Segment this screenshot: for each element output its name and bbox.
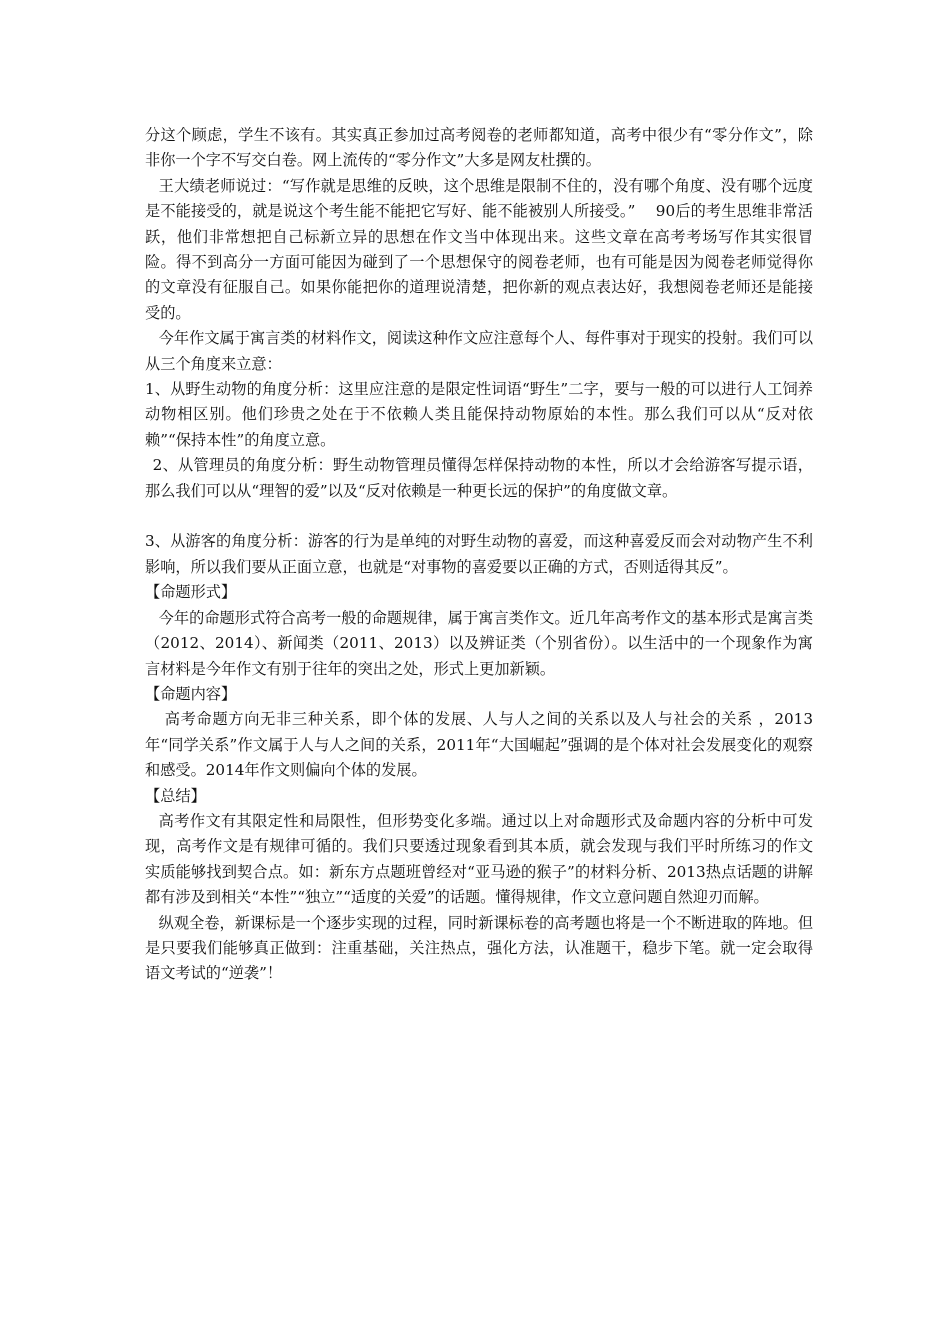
- document-body: [145, 123, 813, 987]
- paragraph-zero-score-essay: 分这个顾虑，学生不该有。其实真正参加过高考阅卷的老师都知道，高考中很少有“零分作文”，除非你一个字不写交白卷。网上流传的“零分作文”大多是网友杜撰的。: [145, 126, 813, 170]
- section-heading-form: 【命题形式】: [145, 583, 237, 602]
- paragraph-angle-tourists: 3、从游客的角度分析：游客的行为是单纯的对野生动物的喜爱，而这种喜爱反而会对动物产生不利影响，所以我们要从正面立意，也就是“对事物的喜爱要以正确的方式，否则适得其反”。: [145, 532, 813, 576]
- paragraph-angle-wild-animals: 1、从野生动物的角度分析：这里应注意的是限定性词语“野生”二字，要与一般的可以进行人工饲养动物相区别。他们珍贵之处在于不依赖人类且能保持动物原始的本性。那么我们可以从“反对依赖”“保持本性”的角度立意。: [145, 380, 813, 449]
- section-heading-content: 【命题内容】: [145, 684, 237, 703]
- section-heading-summary: 【总结】: [145, 786, 206, 805]
- paragraph-content: 高考命题方向无非三种关系，即个体的发展、人与人之间的关系以及人与社会的关系 ，2013年“同学关系”作文属于人与人之间的关系，2011年“大国崛起”强调的是个体对社会发展变化的观察和感受。2014年作文则偏向个体的发展。: [145, 710, 813, 780]
- paragraph-three-angles-intro: 今年作文属于寓言类的材料作文，阅读这种作文应注意每个人、每件事对于现实的投射。我们可以从三个角度来立意：: [145, 329, 813, 373]
- paragraph-summary: 高考作文有其限定性和局限性，但形势变化多端。通过以上对命题形式及命题内容的分析中可发现，高考作文是有规律可循的。我们只要透过现象看到其本质，就会发现与我们平时所练习的作文实质能够找到契合点。如：新东方点题班曾经对“亚马逊的猴子”的材料分析、2013热点话题的讲解都有涉及到相关“本性”“独立”“适度的关爱”的话题。懂得规律，作文立意问题自然迎刃而解。: [145, 811, 813, 907]
- paragraph-form: 今年的命题形式符合高考一般的命题规律，属于寓言类作文。近几年高考作文的基本形式是寓言类（2012、2014）、新闻类（2011、2013）以及辨证类（个别省份）。以生活中的一个现象作为寓言材料是今年作文有别于往年的突出之处，形式上更加新颖。: [145, 608, 813, 678]
- paragraph-angle-keeper: 2、从管理员的角度分析：野生动物管理员懂得怎样保持动物的本性，所以才会给游客写提示语，那么我们可以从“理智的爱”以及“反对依赖是一种更长远的保护”的角度做文章。: [145, 456, 813, 500]
- paragraph-conclusion: 纵观全卷，新课标是一个逐步实现的过程，同时新课标卷的高考题也将是一个不断进取的阵地。但是只要我们能够真正做到：注重基础，关注热点，强化方法，认准题干，稳步下笔。就一定会取得语文考试的“逆袭”！: [145, 913, 813, 983]
- paragraph-teacher-quote: 王大绩老师说过：“写作就是思维的反映，这个思维是限制不住的，没有哪个角度、没有哪个远度是不能接受的，就是说这个考生能不能把它写好、能不能被别人所接受。” 90后的考生思维非常活跃，他们非常想把自己标新立异的思想在作文当中体现出来。这些文章在高考考场写作其实很冒险。得不到高分一方面可能因为碰到了一个思想保守的阅卷老师，也有可能是因为阅卷老师觉得你的文章没有征服自己。如果你能把你的道理说清楚，把你新的观点表达好，我想阅卷老师还是能接受的。: [145, 176, 813, 322]
- blank-line: [145, 504, 813, 529]
